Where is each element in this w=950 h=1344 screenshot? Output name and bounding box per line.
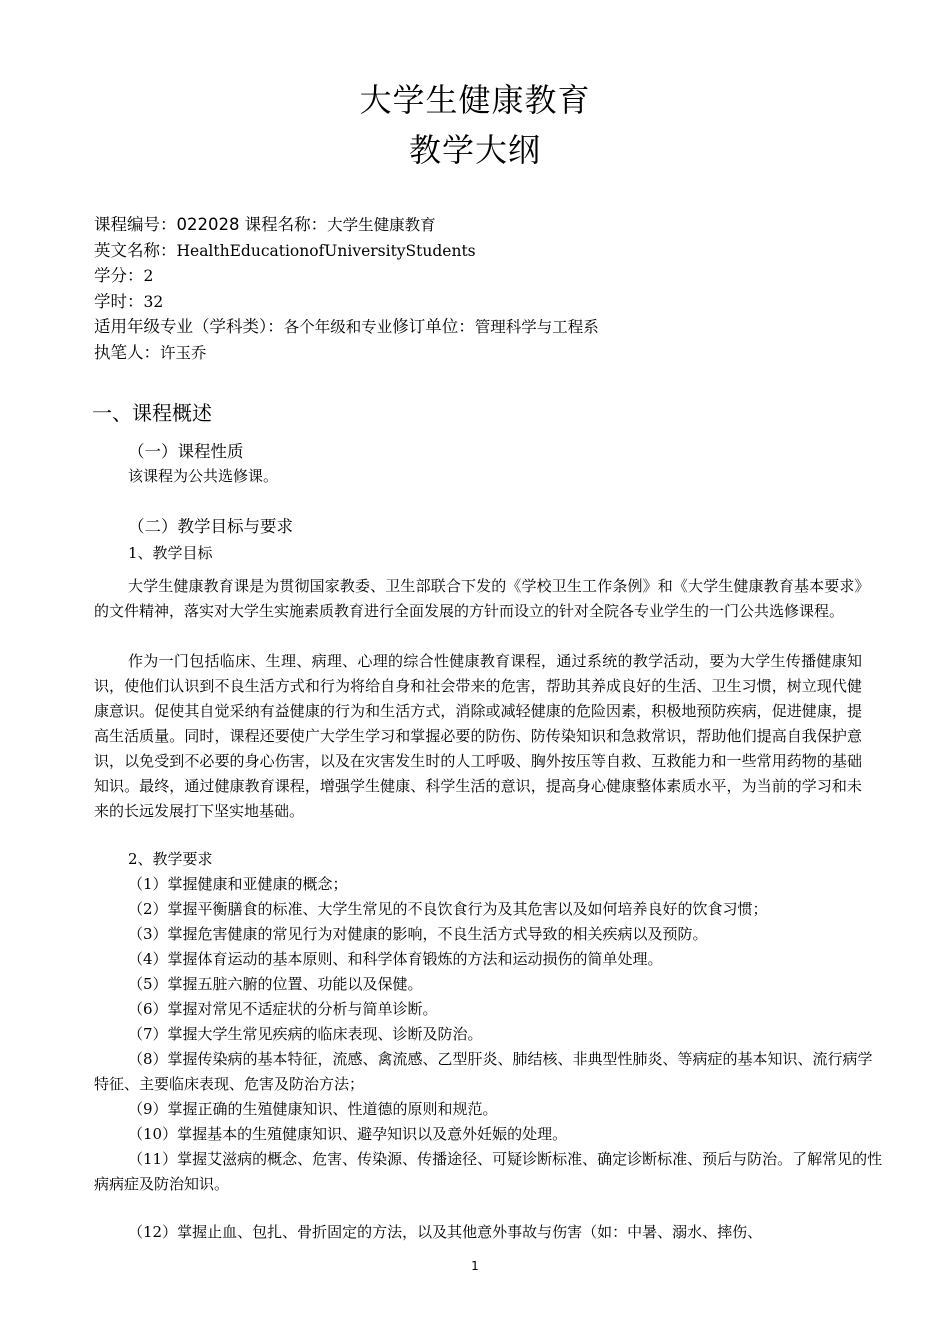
goal-paragraph-2: 作为一门包括临床、生理、病理、心理的综合性健康教育课程，通过系统的教学活动，要为大学生传播健康知识，使他们认识到不良生活方式和行为将给自身和社会带来的危害，帮助其养成良好的生活、卫生习惯，树立现代健康意识。促使其自觉采纳有益健康的行为和生活方式，消除或减轻健康的危险因素，积极地预防疾病，促进健康，提高生活质量。同时，课程还要使广大学生学习和掌握必要的防伤、防传染知识和急救常识，帮助他们提高自我保护意识，以免受到不必要的身心伤害，以及在灾害发生时的人工呼吸、胸外按压等自救、互救能力和一些常用药物的基础知识。最终，通过健康教育课程，增强学生健康、科学生活的意识，提高身心健康整体素质水平，为当前的学习和未来的长远发展打下坚实地基础。 xyxy=(94,652,862,820)
course-no-value: 022028 xyxy=(176,215,240,234)
credits-label: 学分： xyxy=(94,266,144,285)
author-label: 执笔人： xyxy=(94,342,160,362)
requirements-subheading: 2、教学要求 xyxy=(128,850,213,868)
requirement-item: （6）掌握对常见不适症状的分析与简单诊断。 xyxy=(128,1000,438,1018)
subheading-goals: （二）教学目标与要求 xyxy=(128,517,293,536)
goal-subheading: 1、教学目标 xyxy=(128,544,213,562)
course-meta xyxy=(94,212,890,365)
page-number: 1 xyxy=(471,1259,479,1273)
author-value: 许玉乔 xyxy=(160,343,207,362)
requirement-item: （8）掌握传染病的基本特征，流感、禽流感、乙型肝炎、肺结核、非典型性肺炎、等病症的基本知识、流行病学特征、主要临床表现、危害及防治方法； xyxy=(94,1050,873,1093)
requirement-item: （1）掌握健康和亚健康的概念； xyxy=(128,875,348,893)
applicable-value: 各个年级和专业 xyxy=(283,318,393,336)
meta-line-course xyxy=(94,212,890,238)
requirement-item: （4）掌握体育运动的基本原则、和科学体育锻炼的方法和运动损伤的简单处理。 xyxy=(128,950,663,968)
requirement-item: （10）掌握基本的生殖健康知识、避孕知识以及意外妊娠的处理。 xyxy=(128,1125,568,1143)
meta-line-hours xyxy=(94,289,890,315)
requirement-item: （3）掌握危害健康的常见行为对健康的影响，不良生活方式导致的相关疾病以及预防。 xyxy=(128,925,708,943)
requirement-item: （5）掌握五脏六腑的位置、功能以及保健。 xyxy=(128,975,423,993)
hours-value: 32 xyxy=(143,292,164,311)
requirement-item: （9）掌握正确的生殖健康知识、性道德的原则和规范。 xyxy=(128,1100,498,1118)
course-name-value: 大学生健康教育 xyxy=(327,216,436,234)
meta-line-credits xyxy=(94,263,890,289)
meta-line-english xyxy=(94,238,890,264)
meta-line-author xyxy=(94,340,890,366)
credits-value: 2 xyxy=(143,267,154,285)
document-title: 大学生健康教育 xyxy=(359,81,591,119)
hours-label: 学时： xyxy=(94,291,144,311)
unit-label: 修订单位： xyxy=(392,317,475,336)
requirement-item: （12）掌握止血、包扎、骨折固定的方法，以及其他意外事故与伤害（如：中暑、溺水、摔伤、 xyxy=(128,1223,763,1241)
unit-value: 管理科学与工程系 xyxy=(474,318,599,336)
requirement-item: （2）掌握平衡膳食的标准、大学生常见的不良饮食行为及其危害以及如何培养良好的饮食习惯； xyxy=(128,900,768,918)
course-name-label: 课程名称： xyxy=(244,215,328,234)
applicable-label: 适用年级专业（学科类）： xyxy=(94,317,284,336)
document-subtitle: 教学大纲 xyxy=(408,131,541,169)
requirement-item: （7）掌握大学生常见疾病的临床表现、诊断及防治。 xyxy=(128,1025,483,1043)
meta-line-applicable xyxy=(94,314,890,340)
course-no-label: 课程编号： xyxy=(94,215,177,234)
english-name-value: HealthEducationofUniversityStudents xyxy=(176,241,476,260)
requirement-item: （11）掌握艾滋病的概念、危害、传染源、传播途径、可疑诊断标准、确定诊断标准、预后与防治。了解常见的性病病症及防治知识。 xyxy=(94,1150,883,1193)
english-name-label: 英文名称： xyxy=(94,240,177,260)
section-heading-overview: 一、课程概述 xyxy=(92,401,212,425)
subheading-course-nature: （一）课程性质 xyxy=(128,442,244,461)
goal-paragraph-1: 大学生健康教育课是为贯彻国家教委、卫生部联合下发的《学校卫生工作条例》和《大学生健康教育基本要求》的文件精神，落实对大学生实施素质教育进行全面发展的方针而设立的针对全院各专业学生的一门公共选修课程。 xyxy=(94,577,862,620)
course-nature-text: 该课程为公共选修课。 xyxy=(128,467,279,485)
